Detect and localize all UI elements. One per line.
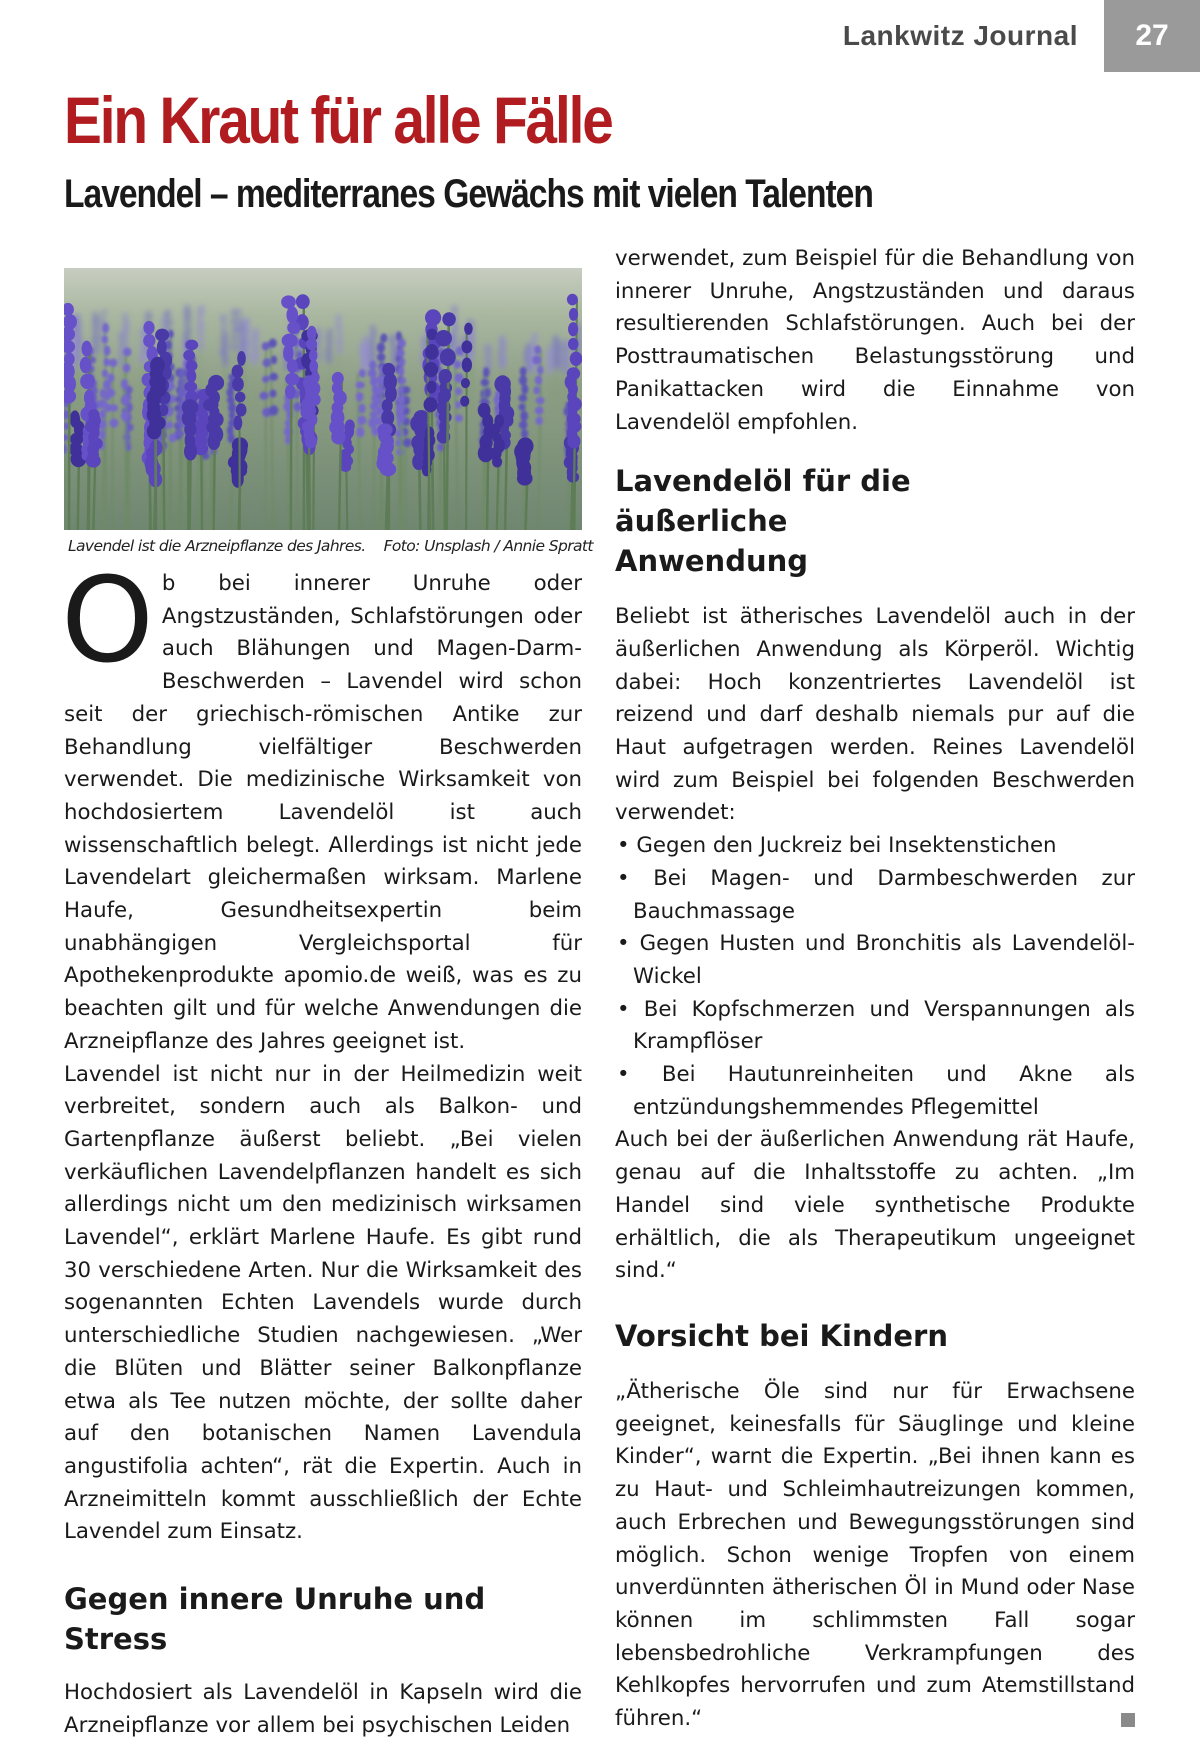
journal-name: Lankwitz Journal bbox=[843, 20, 1078, 52]
article-end-mark bbox=[1121, 1713, 1135, 1727]
section1-continuation: verwendet, zum Beispiel für die Behandlung von innerer Unruhe, Angstzuständen und daraus resultierenden Schlafstörungen. Auch bei der Posttraumatischen Belastungsstörung und Panikattacken wird die Einnahme von Lavendelöl empfohlen. bbox=[615, 243, 1135, 439]
lavender-field-image bbox=[64, 268, 582, 530]
section3-body: „Ätherische Öle sind nur für Erwachsene geeignet, keinesfalls für Säuglinge und kleine Kinder“, warnt die Expertin. „Bei ihnen kann es zu Haut- und Schleimhautreizungen kommen, auch Erbrechen und Bewegungsstörungen sind möglich. Schon wenige Tropfen von einem unverdünnten ätherischen Öl in Mund oder Nase können im schlimmsten Fall sogar lebensbedrohliche Verkrampfungen des Kehlkopfes hervorrufen und zum Atemstillstand führen.“ bbox=[615, 1379, 1135, 1731]
left-column bbox=[64, 568, 582, 1743]
intro-paragraph-2: Lavendel ist nicht nur in der Heilmedizin weit verbreitet, sondern auch als Balkon- und Gartenpflanze äußerst beliebt. „Bei vielen verkäuflichen Lavendelpflanzen handelt es sich allerdings nicht um den medizinisch wirksamen Lavendel“, erklärt Marlene Haufe. Es gibt rund 30 verschiedene Arten. Nur die Wirksamkeit des sogenannten Echten Lavendels wurde durch unterschiedliche Studien nachgewiesen. „Wer die Blüten und Blätter seiner Balkonpflanze etwa als Tee nutzen möchte, der sollte daher auf den botanischen Namen Lavendula angustifolia achten“, rät die Expertin. Auch in Arzneimitteln kommt ausschließlich der Echte Lavendel zum Einsatz. bbox=[64, 1059, 582, 1550]
heading-vorsicht-kinder: Vorsicht bei Kindern bbox=[615, 1316, 1135, 1356]
list-item: • Bei Magen- und Darmbeschwerden zur Bauchmassage bbox=[615, 863, 1135, 928]
photo-credit: Foto: Unsplash / Annie Spratt bbox=[384, 537, 593, 555]
article-subtitle: Lavendel – mediterranes Gewächs mit vielen Talenten bbox=[64, 172, 873, 217]
article-title: Ein Kraut für alle Fälle bbox=[64, 82, 612, 158]
page-number: 27 bbox=[1104, 0, 1200, 72]
heading-unruhe-stress: Gegen innere Unruhe und Stress bbox=[64, 1579, 582, 1659]
section1-text: Hochdosiert als Lavendelöl in Kapseln wird die Arzneipflanze vor allem bei psychischen Leiden bbox=[64, 1677, 582, 1742]
caption-text: Lavendel ist die Arzneipflanze des Jahres. bbox=[68, 537, 366, 555]
list-item: • Bei Hautunreinheiten und Akne als entzündungshemmendes Pflegemittel bbox=[615, 1059, 1135, 1124]
list-item: • Gegen den Juckreiz bei Insektenstichen bbox=[615, 830, 1135, 863]
intro-text: b bei innerer Unruhe oder Angstzuständen, Schlafstörungen oder auch Blähungen und Magen-Darm-Beschwerden – Lavendel wird schon seit der griechisch-römischen Antike zur Behandlung vielfältiger Beschwerden verwendet. Die medizinische Wirksamkeit von hochdosiertem Lavendelöl ist auch wissenschaftlich belegt. Allerdings ist nicht jede Lavendelart gleichermaßen wirksam. Marlene Haufe, Gesundheitsexpertin beim unabhängigen Vergleichsportal für Apothekenprodukte apomio.de weiß, was es zu beachten gilt und für welche Anwendungen die Arzneipflanze des Jahres geeignet ist. bbox=[64, 571, 582, 1054]
list-item: • Bei Kopfschmerzen und Verspannungen als Krampflöser bbox=[615, 994, 1135, 1059]
right-column bbox=[615, 243, 1135, 1736]
dropcap: O bbox=[61, 572, 154, 668]
lavender-photo bbox=[64, 268, 582, 530]
section3-text bbox=[615, 1376, 1135, 1736]
heading-aeusserliche-anwendung: Lavendelöl für die äußerliche Anwendung bbox=[615, 461, 975, 581]
intro-paragraph bbox=[64, 568, 582, 1059]
page-header bbox=[843, 0, 1200, 72]
list-item: • Gegen Husten und Bronchitis als Lavendelöl-Wickel bbox=[615, 928, 1135, 993]
section2-text-2: Auch bei der äußerlichen Anwendung rät Haufe, genau auf die Inhaltsstoffe zu achten. „Im Handel sind viele synthetische Produkte erhältlich, die als Therapeutikum ungeeignet sind.“ bbox=[615, 1124, 1135, 1288]
symptom-list bbox=[615, 830, 1135, 1124]
section2-text: Beliebt ist ätherisches Lavendelöl auch in der äußerlichen Anwendung als Körperöl. Wichtig dabei: Hoch konzentriertes Lavendelöl ist reizend und darf deshalb niemals pur auf die Haut aufgetragen werden. Reines Lavendelöl wird zum Beispiel bei folgenden Beschwerden verwendet: bbox=[615, 601, 1135, 830]
